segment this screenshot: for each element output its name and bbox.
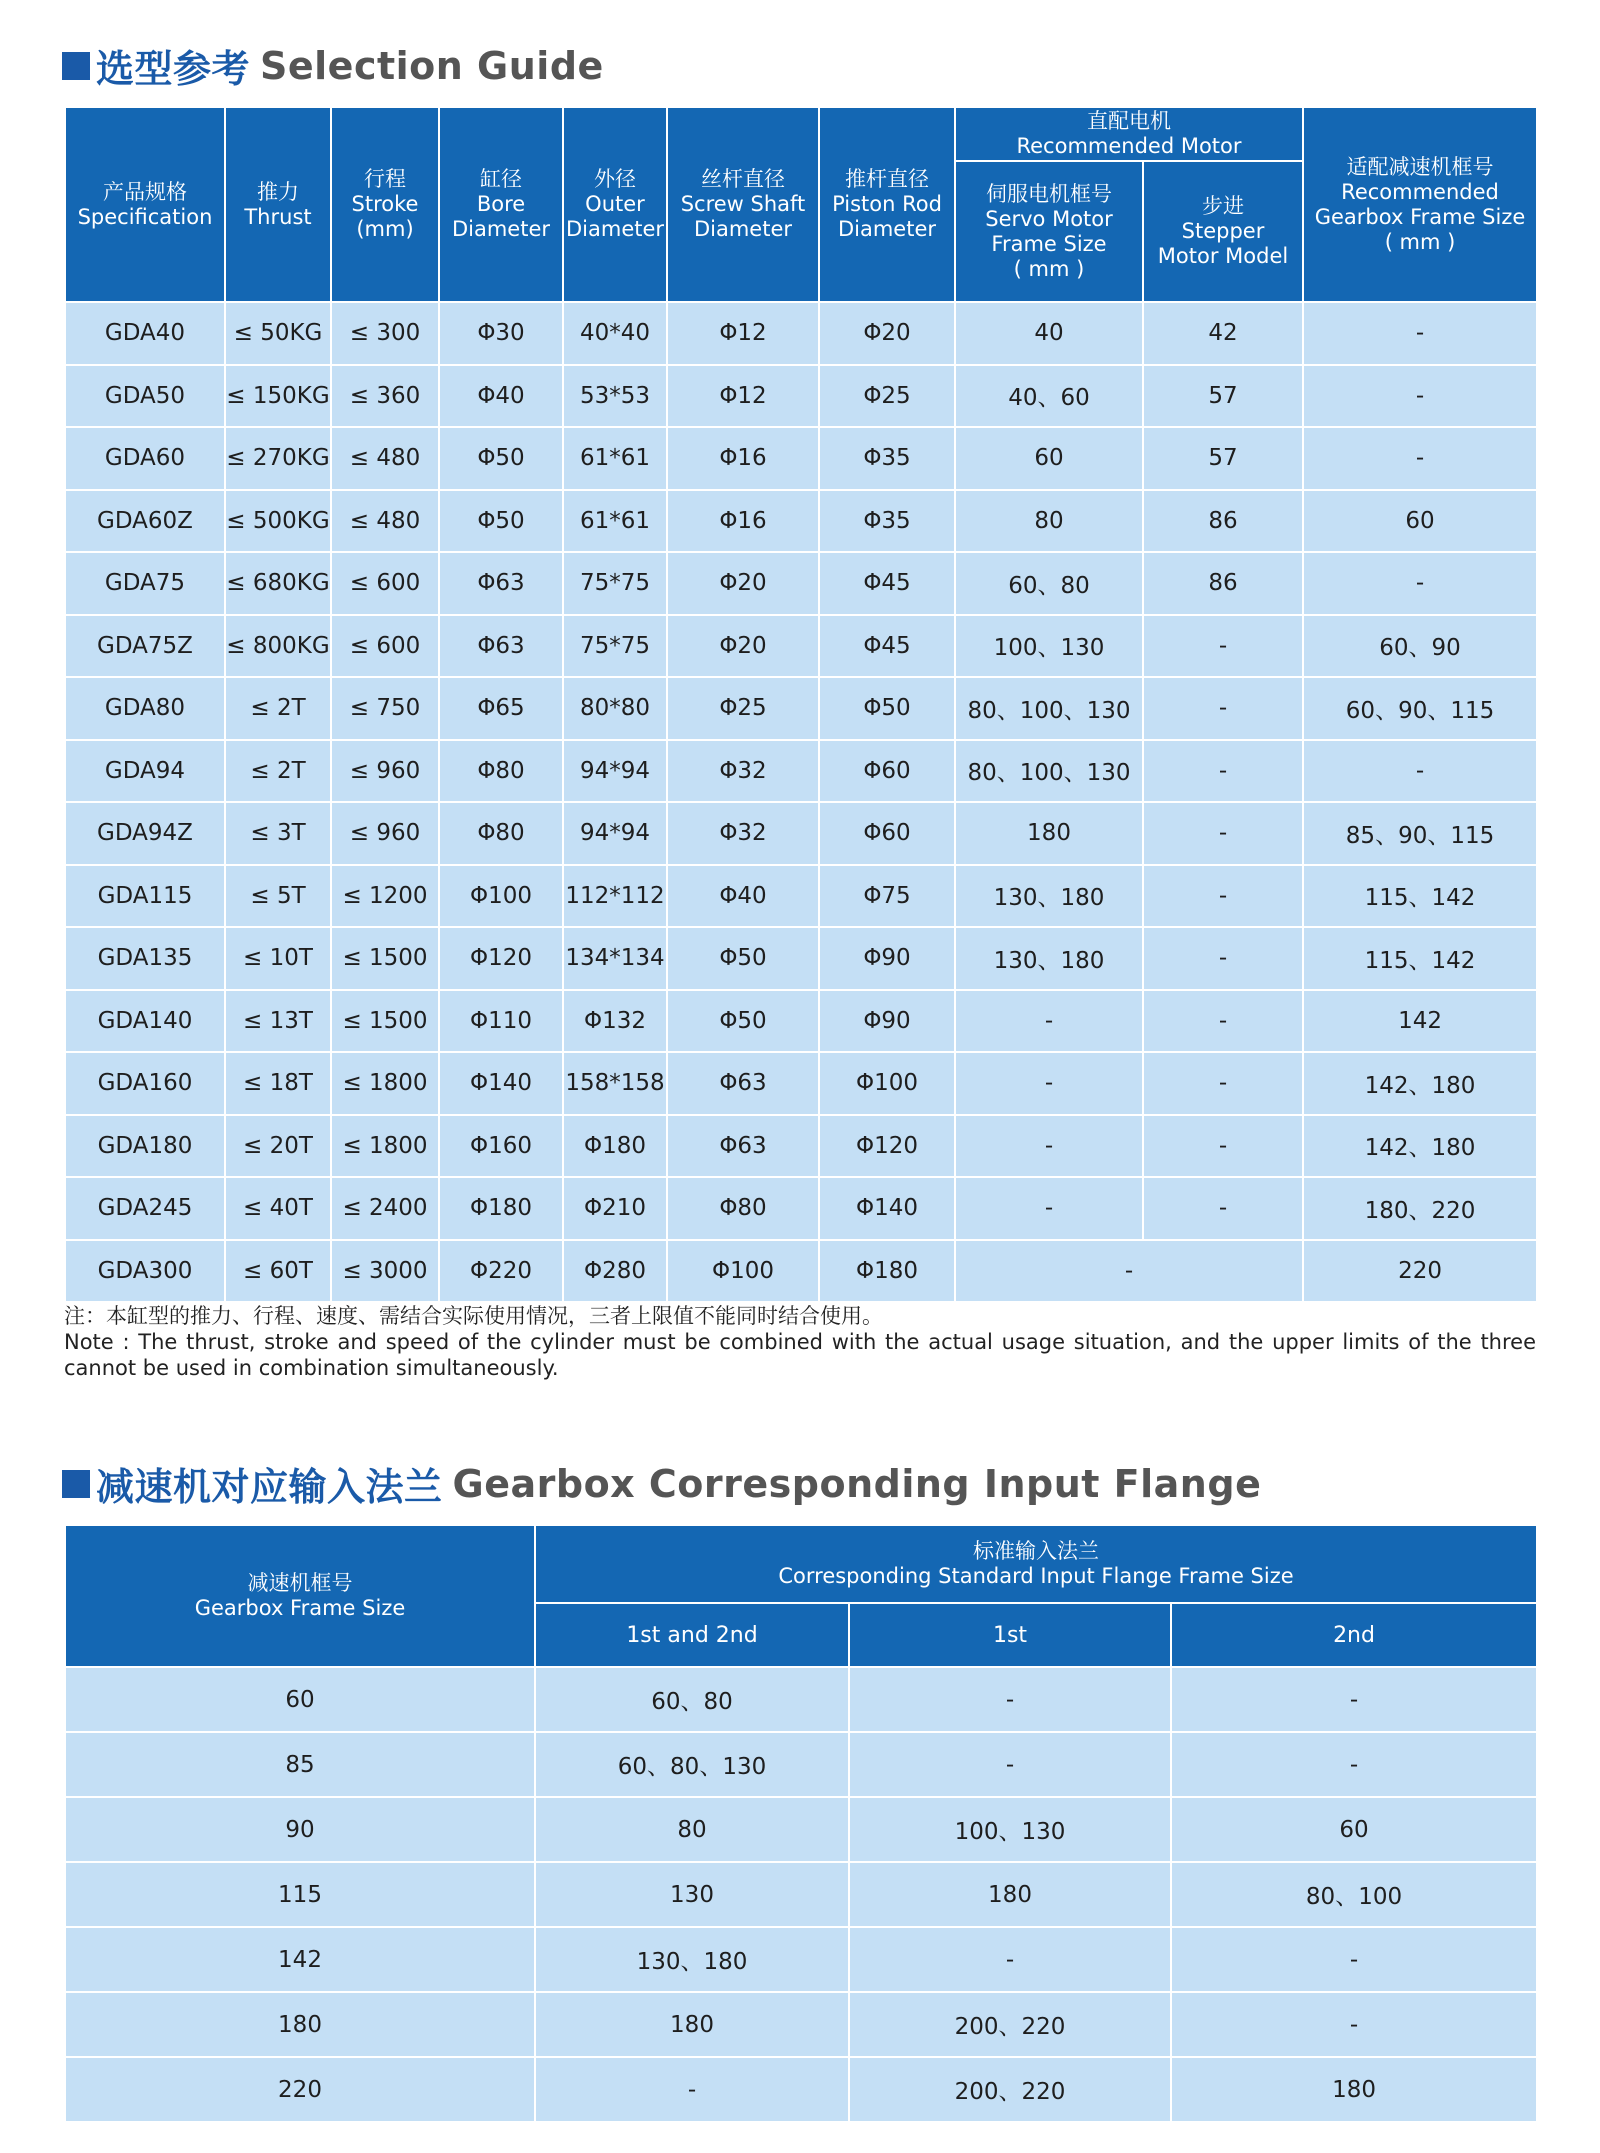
table-cell: 130、180 xyxy=(535,1927,849,1992)
table-cell: ≤ 500KG xyxy=(225,490,331,553)
table-cell: ≤ 60T xyxy=(225,1240,331,1302)
table-cell: Φ120 xyxy=(819,1115,955,1178)
table-cell: GDA75 xyxy=(65,552,225,615)
table-cell: - xyxy=(849,1927,1171,1992)
header-stroke: 行程 Stroke (mm) xyxy=(331,107,439,302)
table-cell: 142、180 xyxy=(1303,1115,1537,1178)
table-cell: 80、100、130 xyxy=(955,740,1143,803)
flange-title-zh: 减速机对应输入法兰 xyxy=(96,1465,443,1509)
table-cell: 180 xyxy=(65,1992,535,2057)
header-bore-diameter: 缸径 Bore Diameter xyxy=(439,107,563,302)
table-cell: Φ160 xyxy=(439,1115,563,1178)
table-cell: Φ90 xyxy=(819,990,955,1053)
table-cell: 142、180 xyxy=(1303,1052,1537,1115)
table-row xyxy=(65,1797,1537,1862)
table-cell: 60 xyxy=(1171,1797,1537,1862)
square-marker-icon xyxy=(62,52,90,80)
table-cell: 60 xyxy=(65,1667,535,1732)
table-row xyxy=(65,490,1537,553)
table-cell: Φ180 xyxy=(563,1115,667,1178)
table-cell: Φ60 xyxy=(819,802,955,865)
table-row xyxy=(65,1927,1537,1992)
note-zh: 注：本缸型的推力、行程、速度、需结合实际使用情况，三者上限值不能同时结合使用。 xyxy=(64,1304,883,1328)
table-cell: ≤ 960 xyxy=(331,802,439,865)
table-cell: Φ35 xyxy=(819,490,955,553)
table-cell: ≤ 2T xyxy=(225,740,331,803)
table-row xyxy=(65,1992,1537,2057)
table-cell: Φ40 xyxy=(439,365,563,428)
table-cell: 90 xyxy=(65,1797,535,1862)
table-cell: Φ90 xyxy=(819,927,955,990)
table-cell: 130、180 xyxy=(955,927,1143,990)
table-cell: 60、80 xyxy=(955,552,1143,615)
table-cell: 61*61 xyxy=(563,427,667,490)
table-cell: Φ63 xyxy=(439,615,563,678)
table-row-gda300 xyxy=(65,1240,1537,1302)
table-cell: - xyxy=(955,1177,1143,1240)
table-cell: Φ63 xyxy=(667,1052,819,1115)
table-cell: 142 xyxy=(65,1927,535,1992)
note-en: Note : The thrust, stroke and speed of the cylinder must be combined with the actual usage situation, and the upper limits of the three cannot be used in combination simultaneously. xyxy=(64,1330,1536,1380)
table-cell: Φ12 xyxy=(667,365,819,428)
table-cell: Φ25 xyxy=(667,677,819,740)
header-piston-rod-diameter: 推杆直径 Piston Rod Diameter xyxy=(819,107,955,302)
table-cell: GDA245 xyxy=(65,1177,225,1240)
table-cell: Φ210 xyxy=(563,1177,667,1240)
flange-title-en: Gearbox Corresponding Input Flange xyxy=(452,1461,1262,1506)
table-cell: Φ100 xyxy=(667,1240,819,1302)
table-cell: 115 xyxy=(65,1862,535,1927)
header-stepper-motor: 步进 Stepper Motor Model xyxy=(1143,161,1303,302)
table-cell: GDA60Z xyxy=(65,490,225,553)
table-cell: Φ65 xyxy=(439,677,563,740)
table-cell: Φ40 xyxy=(667,865,819,928)
table-cell: ≤ 600 xyxy=(331,552,439,615)
table-cell: Φ80 xyxy=(439,740,563,803)
table-cell: ≤ 13T xyxy=(225,990,331,1053)
table-row xyxy=(65,615,1537,678)
table-cell: ≤ 2400 xyxy=(331,1177,439,1240)
table-cell: 180 xyxy=(955,802,1143,865)
table-cell: Φ35 xyxy=(819,427,955,490)
table-cell: - xyxy=(1143,927,1303,990)
table-cell: Φ220 xyxy=(439,1240,563,1302)
table-cell: 40、60 xyxy=(955,365,1143,428)
table-cell: GDA75Z xyxy=(65,615,225,678)
table-cell: Φ63 xyxy=(439,552,563,615)
table-cell: Φ16 xyxy=(667,490,819,553)
table-cell: - xyxy=(1171,1667,1537,1732)
table-cell: 180 xyxy=(849,1862,1171,1927)
table-row xyxy=(65,1862,1537,1927)
table-cell: 61*61 xyxy=(563,490,667,553)
table-cell-merged-motor: - xyxy=(955,1240,1303,1302)
table-cell: ≤ 680KG xyxy=(225,552,331,615)
table-cell: ≤ 3T xyxy=(225,802,331,865)
table-cell: ≤ 600 xyxy=(331,615,439,678)
gearbox-flange-table xyxy=(64,1524,1538,2123)
table-cell: Φ45 xyxy=(819,615,955,678)
table-cell: 180 xyxy=(535,1992,849,2057)
table-cell: ≤ 360 xyxy=(331,365,439,428)
table-cell: GDA160 xyxy=(65,1052,225,1115)
table-cell: ≤ 1500 xyxy=(331,990,439,1053)
table-cell: 57 xyxy=(1143,365,1303,428)
table-cell: 180 xyxy=(1171,2057,1537,2122)
table-cell: GDA115 xyxy=(65,865,225,928)
table-cell: GDA94Z xyxy=(65,802,225,865)
header-outer-diameter: 外径 Outer Diameter xyxy=(563,107,667,302)
table-cell: GDA135 xyxy=(65,927,225,990)
table-cell: 40 xyxy=(955,302,1143,365)
table-row xyxy=(65,2057,1537,2122)
header-specification: 产品规格 Specification xyxy=(65,107,225,302)
table-cell: 42 xyxy=(1143,302,1303,365)
table-cell: - xyxy=(1143,1177,1303,1240)
table-cell: - xyxy=(1303,302,1537,365)
header-screw-shaft-diameter: 丝杆直径 Screw Shaft Diameter xyxy=(667,107,819,302)
table-cell: ≤ 300 xyxy=(331,302,439,365)
table-row xyxy=(65,1667,1537,1732)
header-recommended-motor: 直配电机 Recommended Motor xyxy=(955,107,1303,161)
table-cell: Φ140 xyxy=(819,1177,955,1240)
table-cell: 57 xyxy=(1143,427,1303,490)
table-row xyxy=(65,427,1537,490)
table-cell: - xyxy=(1143,802,1303,865)
table-cell: Φ50 xyxy=(667,927,819,990)
table-row xyxy=(65,865,1537,928)
table-cell: GDA180 xyxy=(65,1115,225,1178)
table-cell: 200、220 xyxy=(849,2057,1171,2122)
table-cell: 60、90、115 xyxy=(1303,677,1537,740)
table-cell: ≤ 40T xyxy=(225,1177,331,1240)
table-cell: Φ100 xyxy=(819,1052,955,1115)
table-cell: 200、220 xyxy=(849,1992,1171,2057)
table-cell: ≤ 2T xyxy=(225,677,331,740)
header-2nd: 2nd xyxy=(1171,1603,1537,1667)
table-cell: - xyxy=(1171,1927,1537,1992)
table-cell: Φ20 xyxy=(667,552,819,615)
table-row xyxy=(65,552,1537,615)
table-cell: 100、130 xyxy=(849,1797,1171,1862)
table-cell: - xyxy=(1143,865,1303,928)
table-cell: Φ120 xyxy=(439,927,563,990)
table-cell: - xyxy=(1303,552,1537,615)
table-cell: Φ45 xyxy=(819,552,955,615)
table-cell: - xyxy=(1171,1732,1537,1797)
table-cell: ≤ 960 xyxy=(331,740,439,803)
table-cell: 100、130 xyxy=(955,615,1143,678)
table-cell: GDA40 xyxy=(65,302,225,365)
table-cell: - xyxy=(1143,990,1303,1053)
table-cell: - xyxy=(1143,740,1303,803)
table-cell: Φ110 xyxy=(439,990,563,1053)
header-1st: 1st xyxy=(849,1603,1171,1667)
table-row xyxy=(65,1732,1537,1797)
table-cell: Φ30 xyxy=(439,302,563,365)
table-cell: GDA94 xyxy=(65,740,225,803)
table-cell: 130 xyxy=(535,1862,849,1927)
table-cell: Φ20 xyxy=(667,615,819,678)
table-cell: Φ140 xyxy=(439,1052,563,1115)
table-cell: - xyxy=(955,990,1143,1053)
table-row xyxy=(65,802,1537,865)
table-cell: ≤ 1200 xyxy=(331,865,439,928)
table-cell: Φ16 xyxy=(667,427,819,490)
table-cell: Φ63 xyxy=(667,1115,819,1178)
header-servo-motor: 伺服电机框号 Servo Motor Frame Size ( mm ) xyxy=(955,161,1143,302)
table-cell: - xyxy=(1143,615,1303,678)
table-cell: 134*134 xyxy=(563,927,667,990)
table-cell: 85 xyxy=(65,1732,535,1797)
table-cell: GDA140 xyxy=(65,990,225,1053)
table-cell: - xyxy=(1171,1992,1537,2057)
table-cell: Φ60 xyxy=(819,740,955,803)
table-cell: 180、220 xyxy=(1303,1177,1537,1240)
table-cell: Φ32 xyxy=(667,740,819,803)
table-cell: 130、180 xyxy=(955,865,1143,928)
table-cell: Φ50 xyxy=(439,490,563,553)
table-cell: - xyxy=(1143,1115,1303,1178)
header-standard-input-flange: 标准输入法兰 Corresponding Standard Input Flange Frame Size xyxy=(535,1525,1537,1603)
table-row xyxy=(65,1052,1537,1115)
table-cell: ≤ 1800 xyxy=(331,1115,439,1178)
table-cell: - xyxy=(955,1052,1143,1115)
table-cell: 112*112 xyxy=(563,865,667,928)
table-row xyxy=(65,1177,1537,1240)
gearbox-flange-title xyxy=(62,1456,1261,1511)
table-cell: Φ180 xyxy=(439,1177,563,1240)
table-cell: Φ280 xyxy=(563,1240,667,1302)
table-cell: - xyxy=(849,1732,1171,1797)
table-cell: 60 xyxy=(955,427,1143,490)
table-cell: - xyxy=(1303,365,1537,428)
table-cell: Φ75 xyxy=(819,865,955,928)
header-gearbox-frame-size: 减速机框号 Gearbox Frame Size xyxy=(65,1525,535,1667)
table-cell: Φ80 xyxy=(439,802,563,865)
table-cell: GDA50 xyxy=(65,365,225,428)
table-cell: Φ20 xyxy=(819,302,955,365)
selection-guide-title xyxy=(62,38,604,93)
table-row xyxy=(65,365,1537,428)
table-cell: ≤ 50KG xyxy=(225,302,331,365)
table-cell: - xyxy=(1143,677,1303,740)
table-cell: 60、80、130 xyxy=(535,1732,849,1797)
table-cell: - xyxy=(1303,427,1537,490)
table-cell: 86 xyxy=(1143,490,1303,553)
table-cell: 60、90 xyxy=(1303,615,1537,678)
table-cell: 80 xyxy=(535,1797,849,1862)
table-cell: 115、142 xyxy=(1303,927,1537,990)
table-cell: 80 xyxy=(955,490,1143,553)
table-cell: 60、80 xyxy=(535,1667,849,1732)
table-cell: ≤ 3000 xyxy=(331,1240,439,1302)
table-cell: 80、100、130 xyxy=(955,677,1143,740)
table-cell: - xyxy=(1143,1052,1303,1115)
table-row xyxy=(65,677,1537,740)
table-cell: Φ50 xyxy=(439,427,563,490)
table-cell: ≤ 750 xyxy=(331,677,439,740)
table-cell: 86 xyxy=(1143,552,1303,615)
table-cell: 220 xyxy=(65,2057,535,2122)
table-cell: - xyxy=(535,2057,849,2122)
table-cell: GDA60 xyxy=(65,427,225,490)
table-cell: Φ50 xyxy=(667,990,819,1053)
table-cell: 75*75 xyxy=(563,615,667,678)
table-cell: ≤ 150KG xyxy=(225,365,331,428)
table-row xyxy=(65,1115,1537,1178)
table-row xyxy=(65,740,1537,803)
table-cell: Φ25 xyxy=(819,365,955,428)
table-cell: GDA300 xyxy=(65,1240,225,1302)
table-cell: 94*94 xyxy=(563,802,667,865)
table-cell: 75*75 xyxy=(563,552,667,615)
table-row xyxy=(65,990,1537,1053)
table-cell: 40*40 xyxy=(563,302,667,365)
table-cell: - xyxy=(955,1115,1143,1178)
table-cell: ≤ 480 xyxy=(331,490,439,553)
table-cell: - xyxy=(849,1667,1171,1732)
table-cell: ≤ 1800 xyxy=(331,1052,439,1115)
table-cell: ≤ 5T xyxy=(225,865,331,928)
table-cell: ≤ 1500 xyxy=(331,927,439,990)
selection-title-zh: 选型参考 xyxy=(96,47,251,91)
table-cell: 220 xyxy=(1303,1240,1537,1302)
table-cell: Φ80 xyxy=(667,1177,819,1240)
table-cell: ≤ 20T xyxy=(225,1115,331,1178)
table-cell: - xyxy=(1303,740,1537,803)
table-cell: GDA80 xyxy=(65,677,225,740)
table-cell: ≤ 270KG xyxy=(225,427,331,490)
table-cell: 60 xyxy=(1303,490,1537,553)
table-cell: 53*53 xyxy=(563,365,667,428)
table-cell: Φ180 xyxy=(819,1240,955,1302)
header-1st-and-2nd: 1st and 2nd xyxy=(535,1603,849,1667)
selection-title-en: Selection Guide xyxy=(260,43,604,88)
table-cell: 94*94 xyxy=(563,740,667,803)
table-cell: ≤ 18T xyxy=(225,1052,331,1115)
table-cell: 80、100 xyxy=(1171,1862,1537,1927)
table-cell: Φ12 xyxy=(667,302,819,365)
table-row xyxy=(65,302,1537,365)
table-cell: 80*80 xyxy=(563,677,667,740)
note xyxy=(64,1303,1536,1381)
header-recommended-gearbox: 适配减速机框号 Recommended Gearbox Frame Size ( mm ) xyxy=(1303,107,1537,302)
selection-guide-table xyxy=(64,106,1538,1303)
table-cell: 142 xyxy=(1303,990,1537,1053)
square-marker-icon xyxy=(62,1470,90,1498)
table-cell: 158*158 xyxy=(563,1052,667,1115)
table-cell: ≤ 480 xyxy=(331,427,439,490)
table-cell: 115、142 xyxy=(1303,865,1537,928)
table-cell: 85、90、115 xyxy=(1303,802,1537,865)
table-cell: ≤ 10T xyxy=(225,927,331,990)
table-cell: Φ32 xyxy=(667,802,819,865)
table-cell: ≤ 800KG xyxy=(225,615,331,678)
table-row xyxy=(65,927,1537,990)
table-cell: Φ132 xyxy=(563,990,667,1053)
header-thrust: 推力 Thrust xyxy=(225,107,331,302)
table-cell: Φ100 xyxy=(439,865,563,928)
table-cell: Φ50 xyxy=(819,677,955,740)
